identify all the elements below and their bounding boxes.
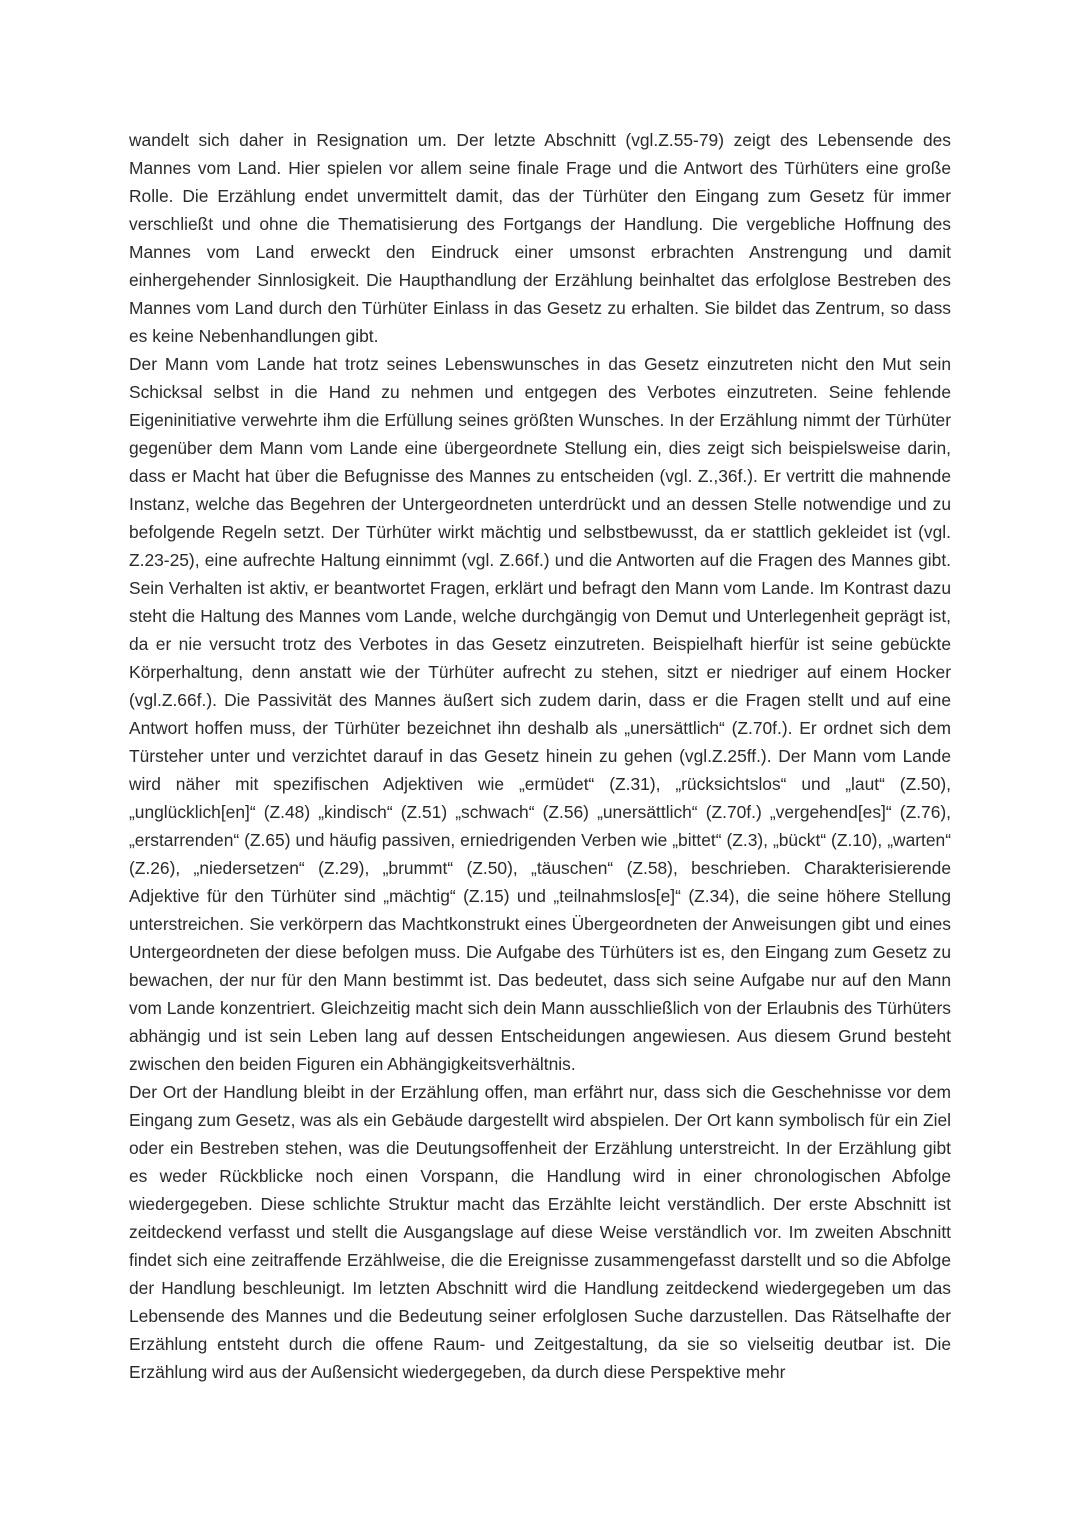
paragraph-2: Der Mann vom Lande hat trotz seines Lebenswunsches in das Gesetz einzutreten nicht den Mut sein Schicksal selbst in die Hand zu nehmen und entgegen des Verbotes einzutreten. Seine fehlende Eigeninitiative verwehrte ihm die Erfüllung seines größten Wunsches. In der Erzählung nimmt der Türhüter gegenüber dem Mann vom Lande eine übergeordnete Stellung ein, dies zeigt sich beispielsweise darin, dass er Macht hat über die Befugnisse des Mannes zu entscheiden (vgl. Z.,36f.). Er vertritt die mahnende Instanz, welche das Begehren der Untergeordneten unterdrückt und an dessen Stelle notwendige und zu befolgende Regeln setzt. Der Türhüter wirkt mächtig und selbstbewusst, da er stattlich gekleidet ist (vgl. Z.23-25), eine aufrechte Haltung einnimmt (vgl. Z.66f.) und die Antworten auf die Fragen des Mannes gibt. Sein Verhalten ist aktiv, er beantwortet Fragen, erklärt und befragt den Mann vom Lande. Im Kontrast dazu steht die Haltung des Mannes vom Lande, welche durchgängig von Demut und Unterlegenheit geprägt ist, da er nie versucht trotz des Verbotes in das Gesetz einzutreten. Beispielhaft hierfür ist seine gebückte Körperhaltung, denn anstatt wie der Türhüter aufrecht zu stehen, sitzt er niedriger auf einem Hocker (vgl.Z.66f.). Die Passivität des Mannes äußert sich zudem darin, dass er die Fragen stellt und auf eine Antwort hoffen muss, der Türhüter bezeichnet ihn deshalb als „unersättlich“ (Z.70f.). Er ordnet sich dem Türsteher unter und verzichtet darauf in das Gesetz hinein zu gehen (vgl.Z.25ff.). Der Mann vom Lande wird näher mit spezifischen Adjektiven wie „ermüdet“ (Z.31), „rücksichtslos“ und „laut“ (Z.50), „unglücklich[en]“ (Z.48) „kindisch“ (Z.51) „schwach“ (Z.56) „unersättlich“ (Z.70f.) „vergehend[es]“ (Z.76), „erstarrenden“ (Z.65) und häufig passiven, erniedrigenden Verben wie „bittet“ (Z.3), „bückt“ (Z.10), „warten“ (Z.26), „niedersetzen“ (Z.29), „brummt“ (Z.50), „täuschen“ (Z.58), beschrieben. Charakterisierende Adjektive für den Türhüter sind „mächtig“ (Z.15) und „teilnahmslos[e]“ (Z.34), die seine höhere Stellung unterstreichen. Sie verkörpern das Machtkonstrukt eines Übergeordneten der Anweisungen gibt und eines Untergeordneten der diese befolgen muss. Die Aufgabe des Türhüters ist es, den Eingang zum Gesetz zu bewachen, der nur für den Mann bestimmt ist. Das bedeutet, dass sich seine Aufgabe nur auf den Mann vom Lande konzentriert. Gleichzeitig macht sich dein Mann ausschließlich von der Erlaubnis des Türhüters abhängig und ist sein Leben lang auf dessen Entscheidungen angewiesen. Aus diesem Grund besteht zwischen den beiden Figuren ein Abhängigkeitsverhältnis. — [129, 354, 951, 1074]
document-page — [129, 126, 951, 1386]
paragraph-1: wandelt sich daher in Resignation um. Der letzte Abschnitt (vgl.Z.55-79) zeigt des Lebensende des Mannes vom Land. Hier spielen vor allem seine finale Frage und die Antwort des Türhüters eine große Rolle. Die Erzählung endet unvermittelt damit, das der Türhüter den Eingang zum Gesetz für immer verschließt und ohne die Thematisierung des Fortgangs der Handlung. Die vergebliche Hoffnung des Mannes vom Land erweckt den Eindruck einer umsonst erbrachten Anstrengung und damit einhergehender Sinnlosigkeit. Die Haupthandlung der Erzählung beinhaltet das erfolglose Bestreben des Mannes vom Land durch den Türhüter Einlass in das Gesetz zu erhalten. Sie bildet das Zentrum, so dass es keine Nebenhandlungen gibt. — [129, 130, 951, 346]
paragraph-3: Der Ort der Handlung bleibt in der Erzählung offen, man erfährt nur, dass sich die Geschehnisse vor dem Eingang zum Gesetz, was als ein Gebäude dargestellt wird abspielen. Der Ort kann symbolisch für ein Ziel oder ein Bestreben stehen, was die Deutungsoffenheit der Erzählung unterstreicht. In der Erzählung gibt es weder Rückblicke noch einen Vorspann, die Handlung wird in einer chronologischen Abfolge wiedergegeben. Diese schlichte Struktur macht das Erzählte leicht verständlich. Der erste Abschnitt ist zeitdeckend verfasst und stellt die Ausgangslage auf diese Weise verständlich vor. Im zweiten Abschnitt findet sich eine zeitraffende Erzählweise, die die Ereignisse zusammengefasst darstellt und so die Abfolge der Handlung beschleunigt. Im letzten Abschnitt wird die Handlung zeitdeckend wiedergegeben um das Lebensende des Mannes und die Bedeutung seiner erfolglosen Suche darzustellen. Das Rätselhafte der Erzählung entsteht durch die offene Raum- und Zeitgestaltung, da sie so vielseitig deutbar ist. Die Erzählung wird aus der Außensicht wiedergegeben, da durch diese Perspektive mehr — [129, 1082, 951, 1382]
